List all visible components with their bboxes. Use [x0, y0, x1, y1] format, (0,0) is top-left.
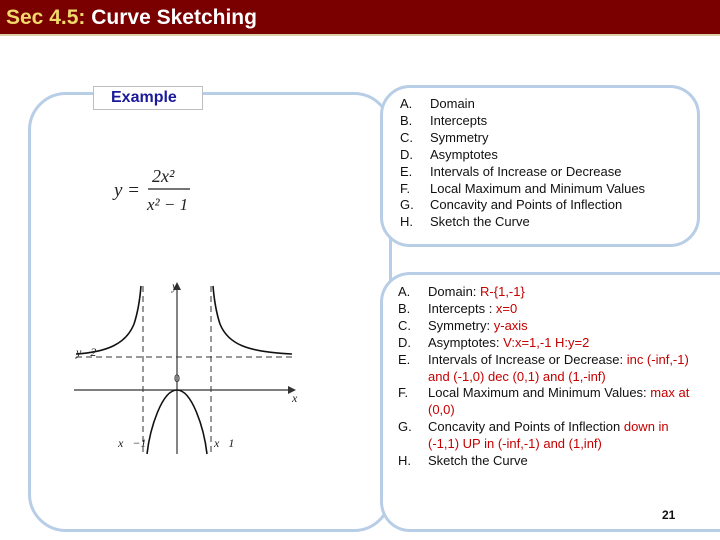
curve-left-branch: [76, 286, 141, 354]
origin-label: 0: [174, 371, 180, 385]
answer-letter: C.: [398, 317, 411, 333]
step-text: Domain: [430, 96, 475, 111]
step-letter: E.: [400, 163, 413, 179]
step-text: Concavity and Points of Inflection: [430, 197, 623, 213]
step-letter: C.: [400, 129, 413, 145]
answer-value: V:x=1,-1 H:y=2: [503, 334, 590, 350]
list-item: [400, 197, 700, 214]
step-text: Intervals of Increase or Decrease: [430, 163, 622, 179]
list-item: [398, 284, 698, 301]
horizontal-asymptote-label: y 2: [76, 345, 97, 359]
answer-letter: E.: [398, 351, 411, 367]
title-text: Curve Sketching: [85, 6, 257, 29]
answer-value: R-{1,-1}: [480, 284, 525, 299]
list-item: [398, 318, 698, 335]
answer-text: Intervals of Increase or Decrease:: [428, 351, 627, 367]
page-number: 21: [662, 508, 676, 522]
answers-list: [398, 284, 698, 470]
list-item: [398, 453, 698, 470]
function-formula: [112, 164, 202, 216]
answer-text: Sketch the Curve: [428, 453, 528, 469]
answer-text: Intercepts :: [428, 300, 496, 316]
list-item: [398, 419, 698, 453]
step-letter: G.: [400, 197, 414, 213]
formula-denominator: x² − 1: [147, 195, 189, 214]
answer-value: x=0: [495, 300, 518, 316]
answer-letter: H.: [398, 453, 411, 469]
formula-numerator: 2x²: [152, 166, 175, 186]
answer-text: Concavity and Points of Inflection: [428, 419, 624, 435]
step-letter: A.: [400, 96, 413, 111]
list-item: [400, 96, 700, 113]
answer-letter: B.: [398, 300, 411, 316]
step-letter: D.: [400, 146, 413, 162]
list-item: [400, 164, 700, 181]
list-item: [400, 181, 700, 198]
answer-letter: G.: [398, 419, 412, 435]
answer-letter: F.: [398, 385, 409, 401]
answer-value: inc (-inf,-1) and (-1,0) dec (0,1) and (1,-inf): [428, 351, 689, 384]
formula-lhs: y =: [114, 180, 141, 201]
example-label: Example: [93, 86, 203, 110]
answer-value: max at (0,0): [428, 385, 690, 418]
step-text: Intercepts: [430, 112, 488, 128]
step-text: Sketch the Curve: [430, 214, 530, 230]
answer-text: Symmetry:: [428, 317, 494, 333]
right-asymptote-label: x 1: [214, 436, 235, 450]
title-bar: [0, 0, 720, 36]
left-asymptote-label: x −1: [118, 436, 147, 450]
answer-letter: A.: [398, 284, 411, 299]
answer-text: Asymptotes:: [428, 334, 504, 350]
list-item: [400, 214, 700, 231]
steps-list: [400, 96, 700, 231]
list-item: [398, 301, 698, 318]
step-letter: F.: [400, 180, 411, 196]
answer-text: Domain:: [428, 284, 481, 299]
list-item: [398, 352, 698, 386]
list-item: [398, 385, 698, 419]
answer-letter: D.: [398, 334, 411, 350]
step-text: Asymptotes: [430, 146, 498, 162]
list-item: [400, 130, 700, 147]
curve-right-branch: [213, 286, 292, 354]
answer-value: down in (-1,1) UP in (-inf,-1) and (1,inf): [428, 419, 669, 452]
list-item: [400, 113, 700, 130]
list-item: [400, 147, 700, 164]
step-text: Local Maximum and Minimum Values: [430, 180, 646, 196]
y-axis-label: y: [172, 279, 178, 293]
list-item: [398, 335, 698, 352]
step-text: Symmetry: [430, 129, 489, 145]
section-number: Sec 4.5:: [6, 6, 86, 29]
x-axis-label: x: [292, 391, 298, 405]
step-letter: H.: [400, 214, 413, 230]
step-letter: B.: [400, 112, 413, 128]
slide-title: [6, 6, 257, 30]
answer-value: y-axis: [493, 317, 528, 333]
answer-text: Local Maximum and Minimum Values:: [428, 385, 651, 401]
curve-sketch: [62, 278, 322, 458]
